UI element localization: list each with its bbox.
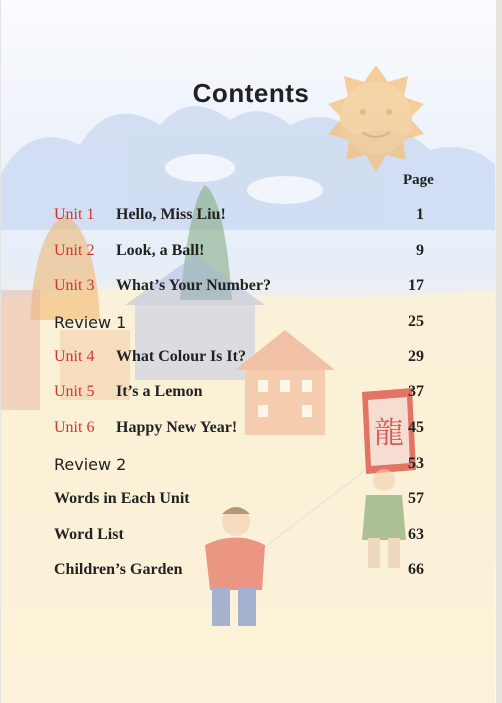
page-column-header: Page xyxy=(403,172,434,188)
unit-label: Unit 2 xyxy=(54,242,95,259)
toc-entry[interactable] xyxy=(0,348,502,372)
unit-label: Unit 4 xyxy=(54,348,95,365)
toc-entry[interactable] xyxy=(0,277,502,301)
entry-title: Words in Each Unit xyxy=(54,490,190,507)
toc-entry[interactable] xyxy=(0,490,502,514)
kite-character: 龍 xyxy=(374,416,404,451)
page-number: 25 xyxy=(408,313,424,330)
page-number: 66 xyxy=(408,561,424,578)
toc-entry[interactable] xyxy=(0,242,502,266)
entry-title: It’s a Lemon xyxy=(116,383,203,400)
page-title: Contents xyxy=(192,78,310,108)
review-label: Review 2 xyxy=(54,455,127,474)
toc-entry[interactable] xyxy=(0,526,502,550)
entry-title: What’s Your Number? xyxy=(116,277,271,294)
entry-title: Look, a Ball! xyxy=(116,242,205,259)
entry-title: Children’s Garden xyxy=(54,561,183,578)
unit-label: Unit 1 xyxy=(54,206,95,223)
unit-label: Unit 6 xyxy=(54,419,95,436)
page-number: 29 xyxy=(408,348,424,365)
page-number: 45 xyxy=(408,419,424,436)
toc-entry[interactable] xyxy=(0,419,502,443)
toc-entry-review[interactable] xyxy=(0,455,502,479)
unit-label: Unit 5 xyxy=(54,383,95,400)
page-number: 53 xyxy=(408,455,424,472)
toc-entry-review[interactable] xyxy=(0,313,502,337)
page-number: 37 xyxy=(408,383,424,400)
entry-title: What Colour Is It? xyxy=(116,348,246,365)
page-number: 9 xyxy=(416,242,424,259)
entry-title: Hello, Miss Liu! xyxy=(116,206,226,223)
entry-title: Word List xyxy=(54,526,124,543)
page-number: 1 xyxy=(416,206,424,223)
page-number: 63 xyxy=(408,526,424,543)
toc-entry[interactable] xyxy=(0,206,502,230)
entry-title: Happy New Year! xyxy=(116,419,238,436)
page-number: 17 xyxy=(408,277,424,294)
review-label: Review 1 xyxy=(54,313,127,332)
toc-entry[interactable] xyxy=(0,561,502,585)
page-number: 57 xyxy=(408,490,424,507)
unit-label: Unit 3 xyxy=(54,277,95,294)
toc-entry[interactable] xyxy=(0,383,502,407)
